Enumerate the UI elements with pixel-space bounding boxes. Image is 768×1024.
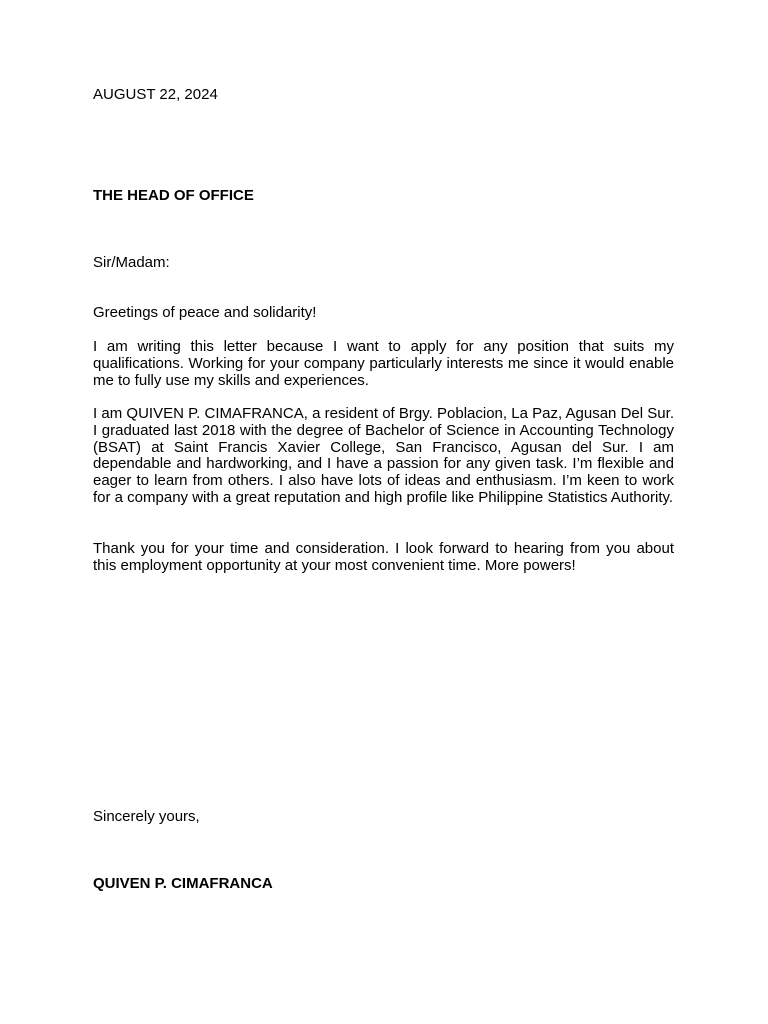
greeting-line: Greetings of peace and solidarity! (93, 304, 317, 321)
letter-date: AUGUST 22, 2024 (93, 86, 218, 103)
body-paragraph-background: I am QUIVEN P. CIMAFRANCA, a resident of Brgy. Poblacion, La Paz, Agusan Del Sur. I graduated last 2018 with the degree of Bachelor of Science in Accounting Technology (BSAT) at Saint Francis Xavier College, San Francisco, Agusan del Sur. I am dependable and hardworking, and I have a passion for any given task. I’m flexible and eager to learn from others. I also have lots of ideas and enthusiasm. I’m keen to work for a company with a great reputation and high profile like Philippine Statistics Authority. (93, 405, 674, 506)
closing-line: Sincerely yours, (93, 808, 200, 825)
recipient-heading: THE HEAD OF OFFICE (93, 187, 254, 204)
body-paragraph-intent: I am writing this letter because I want to apply for any position that suits my qualifications. Working for your company particularly interests me since it would enable me to fully use my skills and experiences. (93, 338, 674, 389)
body-paragraph-thanks: Thank you for your time and consideration. I look forward to hearing from you about this employment opportunity at your most convenient time. More powers! (93, 540, 674, 574)
signature-name: QUIVEN P. CIMAFRANCA (93, 875, 273, 892)
salutation: Sir/Madam: (93, 254, 170, 271)
